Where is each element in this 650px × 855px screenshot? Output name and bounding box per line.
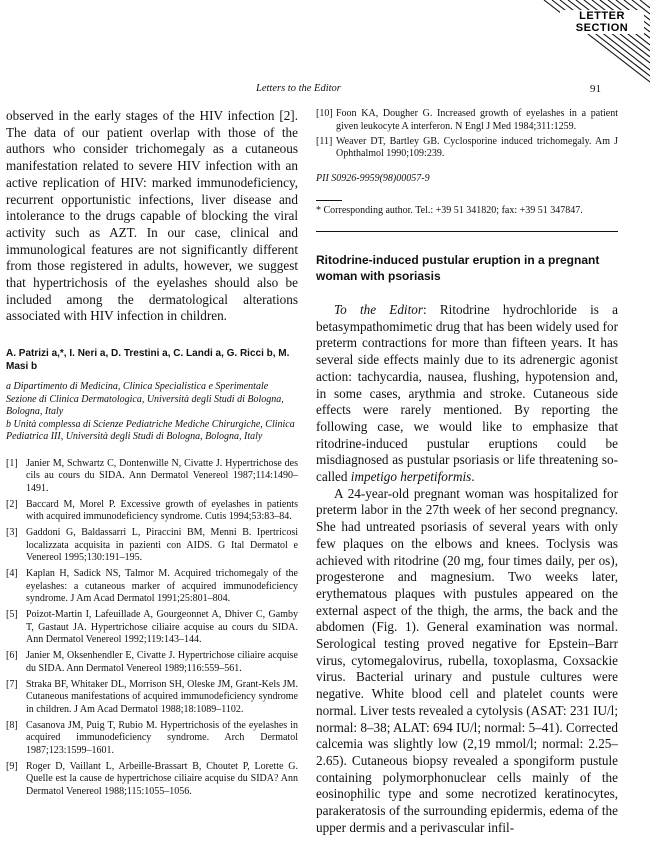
paragraph-1-end: . [471,469,475,485]
reference-text: Casanova JM, Puig T, Rubio M. Hypertrichosis of the eyelashes in acquired immunodeficiency syndrome. Arch Dermatol 1987;123:1599–1601. [26,719,298,756]
reference-item [6,568,298,606]
reference-number: [1] [6,457,18,469]
reference-number: [10] [316,108,333,119]
reference-item [316,108,618,133]
article-paragraph-1 [316,302,618,486]
letter-section-badge [536,0,650,84]
reference-text: Janier M, Schwartz C, Dontenwille N, Civatte J. Hypertrichose des cils au cours du SIDA. Ann Dermatol Venereol 1987;114:1490–1491. [26,457,298,494]
reference-text: Gaddoni G, Baldassarri L, Piraccini BM, Menni B. Ipertricosi localizzata acquisita in pazienti con AIDS. G Ital Dermatol e Venereol 1995;130:191–195. [26,527,298,564]
reference-item [6,720,298,758]
reference-text: Janier M, Oksenhendler E, Civatte J. Hypertrichose ciliaire acquise du SIDA. Ann Dermatol Venereol 1989;116:559–561. [26,650,298,674]
reference-text: Foon KA, Dougher G. Increased growth of eyelashes in a patient given leukocyte A interferon. N Engl J Med 1984;311:1259. [336,108,618,132]
reference-item [6,679,298,717]
reference-text: Roger D, Vaillant L, Arbeille-Brassart B, Choutet P, Lorette G. Quelle est la cause de hypertrichose ciliaire acquise du SIDA? Ann Dermatol Venereol 1988;115:1055–1056. [26,760,298,797]
reference-item [6,527,298,565]
reference-number: [5] [6,609,18,621]
pii-code: PII S0926-9959(98)00057-9 [316,172,430,184]
reference-item [6,650,298,675]
reference-list-right [316,108,618,161]
affiliation-a: a Dipartimento di Medicina, Clinica Specialistica e Sperimentale Sezione di Clinica Dermatologica, Università degli Studi di Bologna, Bologna, Italy [6,381,284,418]
affiliation-b: b Unità complessa di Scienze Pediatriche Mediche Chirurgiche, Clinica Pediatrica III, Università degli Studi di Bologna, Bologna, Italy [6,418,295,443]
badge-line-1: LETTER [560,10,644,22]
author-list: A. Patrizi a,*, I. Neri a, D. Trestini a, C. Landi a, G. Ricci b, M. Masi b [6,348,290,373]
reference-list-left [6,458,298,799]
reference-text: Poizot-Martin I, Lafeuillade A, Gourgeonnet A, Dhiver C, Gamby T, Gastaut JA. Hypertrichose ciliaire acquise au cours du SIDA. Ann Dermatol Venereol 1992;119:143–144. [26,609,298,646]
reference-number: [9] [6,760,18,772]
reference-text: Kaplan H, Sadick NS, Talmor M. Acquired trichomegaly of the eyelashes: a cutaneous marker of acquired immunodeficiency syndrome. J Am Acad Dermatol 1991;25:801–804. [26,568,298,605]
running-head: Letters to the Editor [256,83,341,94]
reference-number: [7] [6,678,18,690]
paragraph-1-italic-term: impetigo herpetiformis [350,469,472,485]
reference-item [6,458,298,496]
left-column [6,108,298,802]
reference-item [316,136,618,161]
reference-number: [2] [6,498,18,510]
reference-item [6,609,298,647]
reference-text: Weaver DT, Bartley GB. Cyclosporine induced trichomegaly. Am J Ophthalmol 1990;109:239. [336,135,618,159]
paragraph-1-text: : Ritodrine hydrochloride is a betasympathomimetic drug that has been widely used for preterm contractions for more than fifteen years. It has several side effects mainly due to its adrenergic agonist action: tachycardia, nausea, flushing, hypotension and, in some cases, arythmia and stroke. Cutaneous side effects were rarely mentioned. By reporting the following case, we would like to emphasize that ritodrine-induced pustular eruptions could be misdiagnosed as pustular psoriasis or life threatening so-called [316,302,618,485]
page-number: 91 [590,83,601,95]
reference-number: [3] [6,527,18,539]
reference-item [6,499,298,524]
article-title: Ritodrine-induced pustular eruption in a pregnant woman with psoriasis [316,253,600,283]
corresponding-author-footnote: * Corresponding author. Tel.: +39 51 341820; fax: +39 51 347847. [316,204,583,216]
reference-number: [8] [6,719,18,731]
reference-text: Straka BF, Whitaker DL, Morrison SH, Oleske JM, Grant-Kels JM. Cutaneous manifestations of acquired immunodeficiency syndrome in children. J Am Acad Dermatol 1988;18:1089–1102. [26,678,298,715]
right-column [316,108,618,837]
reference-number: [11] [316,135,333,147]
reference-item [6,761,298,799]
reference-number: [6] [6,650,18,662]
reference-number: [4] [6,568,18,580]
footnote-rule [316,200,342,201]
continuation-paragraph: observed in the early stages of the HIV infection [2]. The data of our patient overlap with those of the authors who consider trichomegaly as a cutaneous manifestation related to severe HIV infection with an active replication of HIV: marked immunodeficiency, recurrent opportunistic infections, liver disease and intolerance to the drugs capable of blocking the viral activity such as AZT. In our case, clinical and immunological features are not significantly different from those registered in adults, however, we suggest that hypertrichosis of the eyelashes should also be included among the dermatological alterations associated with HIV infection in children. [6,108,298,324]
article-paragraph-2: A 24-year-old pregnant woman was hospitalized for preterm labor in the 27th week of her second pregnancy. She had untreated psoriasis of several years with only few plaques on the elbows and knees. Toclysis was achieved with ritodrine (20 mg, four times daily, per os), progesterone and magnesium. Two weeks later, erythematous plaques with pustules appeared on the external aspect of the thigh, the arms, the back and the abdomen (Fig. 1). General examination was normal. Serological testing proved negative for Epstein–Barr virus, cytomegalovirus, rubella, toxoplasma, Coxsackie virus. Bacterial urinary and pustule cultures were negative. White blood cell and platelet counts were normal. Liver tests revealed a cytolysis (ASAT: 231 IU/l; normal: 8–38; ALAT: 694 IU/l; normal: 5–41). Corrected calcemia was slightly low (2,19 mmol/l; normal: 2.25–2.65). Cutaneous biopsy revealed a spongiform pustule containing polymorphonuclear cells mainly of the eosinophilic type and some necrotized keratinocytes, parakeratosis of the surrounding epidermis, edema of the upper dermis and a perivascular infil- [316,485,618,835]
reference-text: Baccard M, Morel P. Excessive growth of eyelashes in patients with acquired immunodeficiency syndrome. Cutis 1994;53:83–84. [26,498,298,523]
badge-line-2: SECTION [560,22,644,34]
section-divider [316,231,618,232]
salutation: To the Editor [334,302,423,317]
